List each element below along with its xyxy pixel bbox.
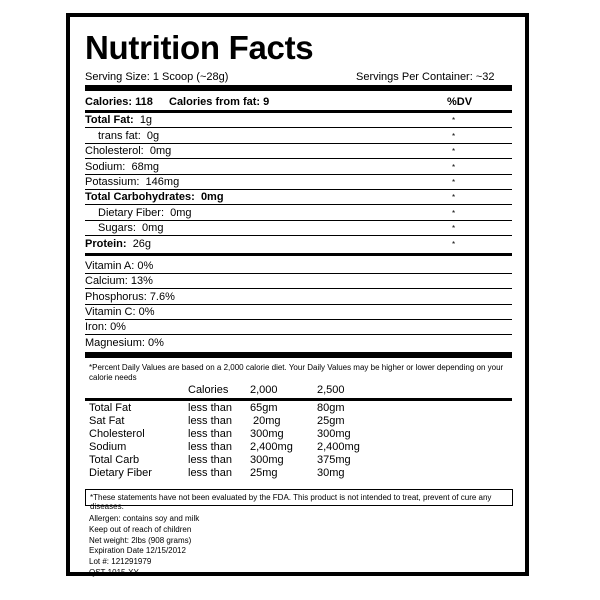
table-cell: less than: [188, 415, 233, 427]
calories-from-fat: Calories from fat: 9: [169, 96, 270, 108]
dv-header: %DV: [447, 96, 473, 108]
nutrient-label: Total Fat:: [85, 114, 134, 126]
table-cell: 300mg: [317, 428, 351, 440]
nutrient-label: Protein:: [85, 238, 127, 250]
label-title: Nutrition Facts: [85, 29, 314, 66]
table-cell: Total Fat: [89, 402, 132, 414]
nutrient-dv: *: [452, 132, 456, 141]
nutrient-dv: *: [452, 178, 456, 187]
divider: [85, 174, 512, 175]
vitamin-text: Magnesium: 0%: [85, 337, 164, 349]
nutrient-label: Potassium:: [85, 176, 140, 188]
divider: [85, 189, 512, 190]
nutrient-value: 0mg: [142, 222, 164, 234]
nutrient-value: 1g: [139, 114, 153, 126]
nutrient-label: Sodium:: [85, 161, 126, 173]
vitamin-text: Calcium: 13%: [85, 275, 153, 287]
divider: [85, 319, 512, 320]
nutrient-dv: *: [452, 147, 456, 156]
divider: [85, 334, 512, 335]
divider: [85, 235, 512, 236]
nutrient-dv: *: [452, 209, 456, 218]
vitamin-text: Vitamin C: 0%: [85, 306, 155, 318]
table-cell: less than: [188, 467, 233, 479]
table-cell: less than: [188, 402, 233, 414]
divider: [85, 204, 512, 205]
nutrient-label: Sugars:: [98, 222, 136, 234]
divider: [85, 127, 512, 128]
table-cell: 25mg: [250, 467, 278, 479]
table-header-calories: Calories: [188, 384, 229, 396]
calories: Calories: 118: [85, 96, 153, 108]
table-cell: 30mg: [317, 467, 345, 479]
divider-medium: [85, 253, 512, 256]
divider: [85, 158, 512, 159]
nutrient-value: 68mg: [131, 161, 160, 173]
divider: [85, 304, 512, 305]
table-cell: Total Carb: [89, 454, 140, 466]
vitamin-text: Phosphorus: 7.6%: [85, 291, 175, 303]
expiration-date: Expiration Date 12/15/2012: [89, 546, 186, 556]
table-cell: 80gm: [317, 402, 345, 414]
nutrient-value: 0g: [146, 130, 160, 142]
table-cell: Sodium: [89, 441, 127, 453]
table-cell: Sat Fat: [89, 415, 125, 427]
nutrient-label: Cholesterol:: [85, 145, 144, 157]
divider-thick: [85, 85, 512, 91]
nutrient-dv: *: [452, 193, 456, 202]
nutrient-value: 0mg: [170, 207, 192, 219]
divider: [85, 220, 512, 221]
vitamin-text: Iron: 0%: [85, 321, 126, 333]
fda-statement: *These statements have not been evaluated by the FDA. This product is not intended to treat, prevent of cure any diseases.: [90, 493, 492, 511]
table-cell: 300mg: [250, 428, 284, 440]
table-cell: less than: [188, 428, 233, 440]
table-cell: 25gm: [317, 415, 345, 427]
nutrition-facts-label: [66, 13, 529, 576]
table-cell: less than: [188, 454, 233, 466]
divider-medium: [85, 398, 512, 401]
table-cell: less than: [188, 441, 233, 453]
divider: [85, 143, 512, 144]
nutrient-dv: *: [452, 163, 456, 172]
vitamin-text: Vitamin A: 0%: [85, 260, 154, 272]
table-cell: 300mg: [250, 454, 284, 466]
table-cell: Cholesterol: [89, 428, 145, 440]
nutrient-dv: *: [452, 116, 456, 125]
fda-statement-box: [85, 489, 513, 511]
divider-medium: [85, 110, 512, 113]
nutrient-dv: *: [452, 224, 456, 233]
table-cell: Dietary Fiber: [89, 467, 152, 479]
table-cell: 2,400mg: [250, 441, 293, 453]
table-header-2000: 2,000: [250, 384, 278, 396]
nutrient-label: Total Carbohydrates:: [85, 191, 195, 203]
nutrient-value: 0mg: [149, 145, 172, 157]
table-cell: 65gm: [250, 402, 278, 414]
table-cell: 20mg: [253, 415, 281, 427]
nutrient-value: 0mg: [200, 191, 224, 203]
lot-number: Lot #: 121291979: [89, 557, 152, 567]
product-code: QST-1015-XY: [89, 567, 139, 577]
servings-per-container: Servings Per Container: ~32: [356, 71, 495, 83]
allergen-info: Allergen: contains soy and milk: [89, 514, 200, 523]
table-header-2500: 2,500: [317, 384, 345, 396]
nutrient-value: 146mg: [145, 176, 180, 188]
dv-footnote: *Percent Daily Values are based on a 2,000 calorie diet. Your Daily Values may be higher or lower depending on your calorie needs: [89, 363, 504, 382]
nutrient-label: trans fat:: [98, 130, 141, 142]
table-cell: 2,400mg: [317, 441, 360, 453]
divider: [85, 288, 512, 289]
serving-size: Serving Size: 1 Scoop (~28g): [85, 71, 229, 83]
divider: [85, 273, 512, 274]
nutrient-value: 26g: [132, 238, 152, 250]
net-weight: Net weight: 2lbs (908 grams): [89, 535, 192, 545]
safety-warning: Keep out of reach of children: [89, 524, 192, 534]
footer-info: [89, 514, 199, 579]
nutrient-label: Dietary Fiber:: [98, 207, 165, 219]
nutrient-dv: *: [452, 240, 456, 249]
table-cell: 375mg: [317, 454, 351, 466]
divider-thick: [85, 352, 512, 358]
